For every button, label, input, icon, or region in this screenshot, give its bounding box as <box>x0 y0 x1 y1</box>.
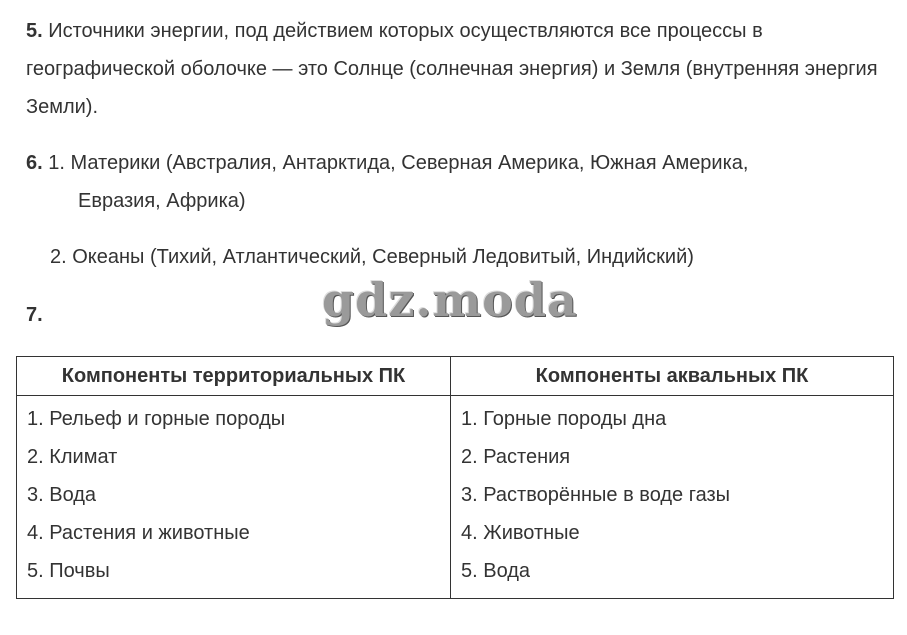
question-5 <box>26 12 896 126</box>
question-6-item-2: 2. Океаны (Тихий, Атлантический, Северный Ледовитый, Индийский) <box>50 246 694 268</box>
table-row <box>17 476 894 514</box>
table-row <box>17 514 894 552</box>
watermark-logo: gdz.moda <box>322 273 578 327</box>
table-cell: 5. Почвы <box>17 552 451 599</box>
question-6-number: 6. <box>26 152 43 174</box>
question-6-line-1 <box>26 144 748 182</box>
table-cell: 1. Горные породы дна <box>451 396 894 439</box>
table-cell: 4. Растения и животные <box>17 514 451 552</box>
table-row <box>17 396 894 439</box>
table-cell: 3. Вода <box>17 476 451 514</box>
components-table <box>16 356 894 599</box>
table-cell: 2. Растения <box>451 438 894 476</box>
table-header-territorial: Компоненты территориальных ПК <box>17 357 451 396</box>
table-header-row <box>17 357 894 396</box>
table-cell: 4. Животные <box>451 514 894 552</box>
table-cell: 2. Климат <box>17 438 451 476</box>
question-5-text: Источники энергии, под действием которых осуществляются все процессы в географической оболочке — это Солнце (солнечная энергия) и Земля (внутренняя энергия Земли). <box>26 20 878 118</box>
table-row <box>17 552 894 599</box>
table-cell: 3. Растворённые в воде газы <box>451 476 894 514</box>
table-row <box>17 438 894 476</box>
table-cell: 5. Вода <box>451 552 894 599</box>
question-6-item-1-line-2: Евразия, Африка) <box>78 190 246 212</box>
question-7-number: 7. <box>26 304 43 326</box>
table-header-aquatic: Компоненты аквальных ПК <box>451 357 894 396</box>
table-cell: 1. Рельеф и горные породы <box>17 396 451 439</box>
question-6-item-1-line-1: 1. Материки (Австралия, Антарктида, Северная Америка, Южная Америка, <box>48 152 749 174</box>
question-5-number: 5. <box>26 20 43 42</box>
